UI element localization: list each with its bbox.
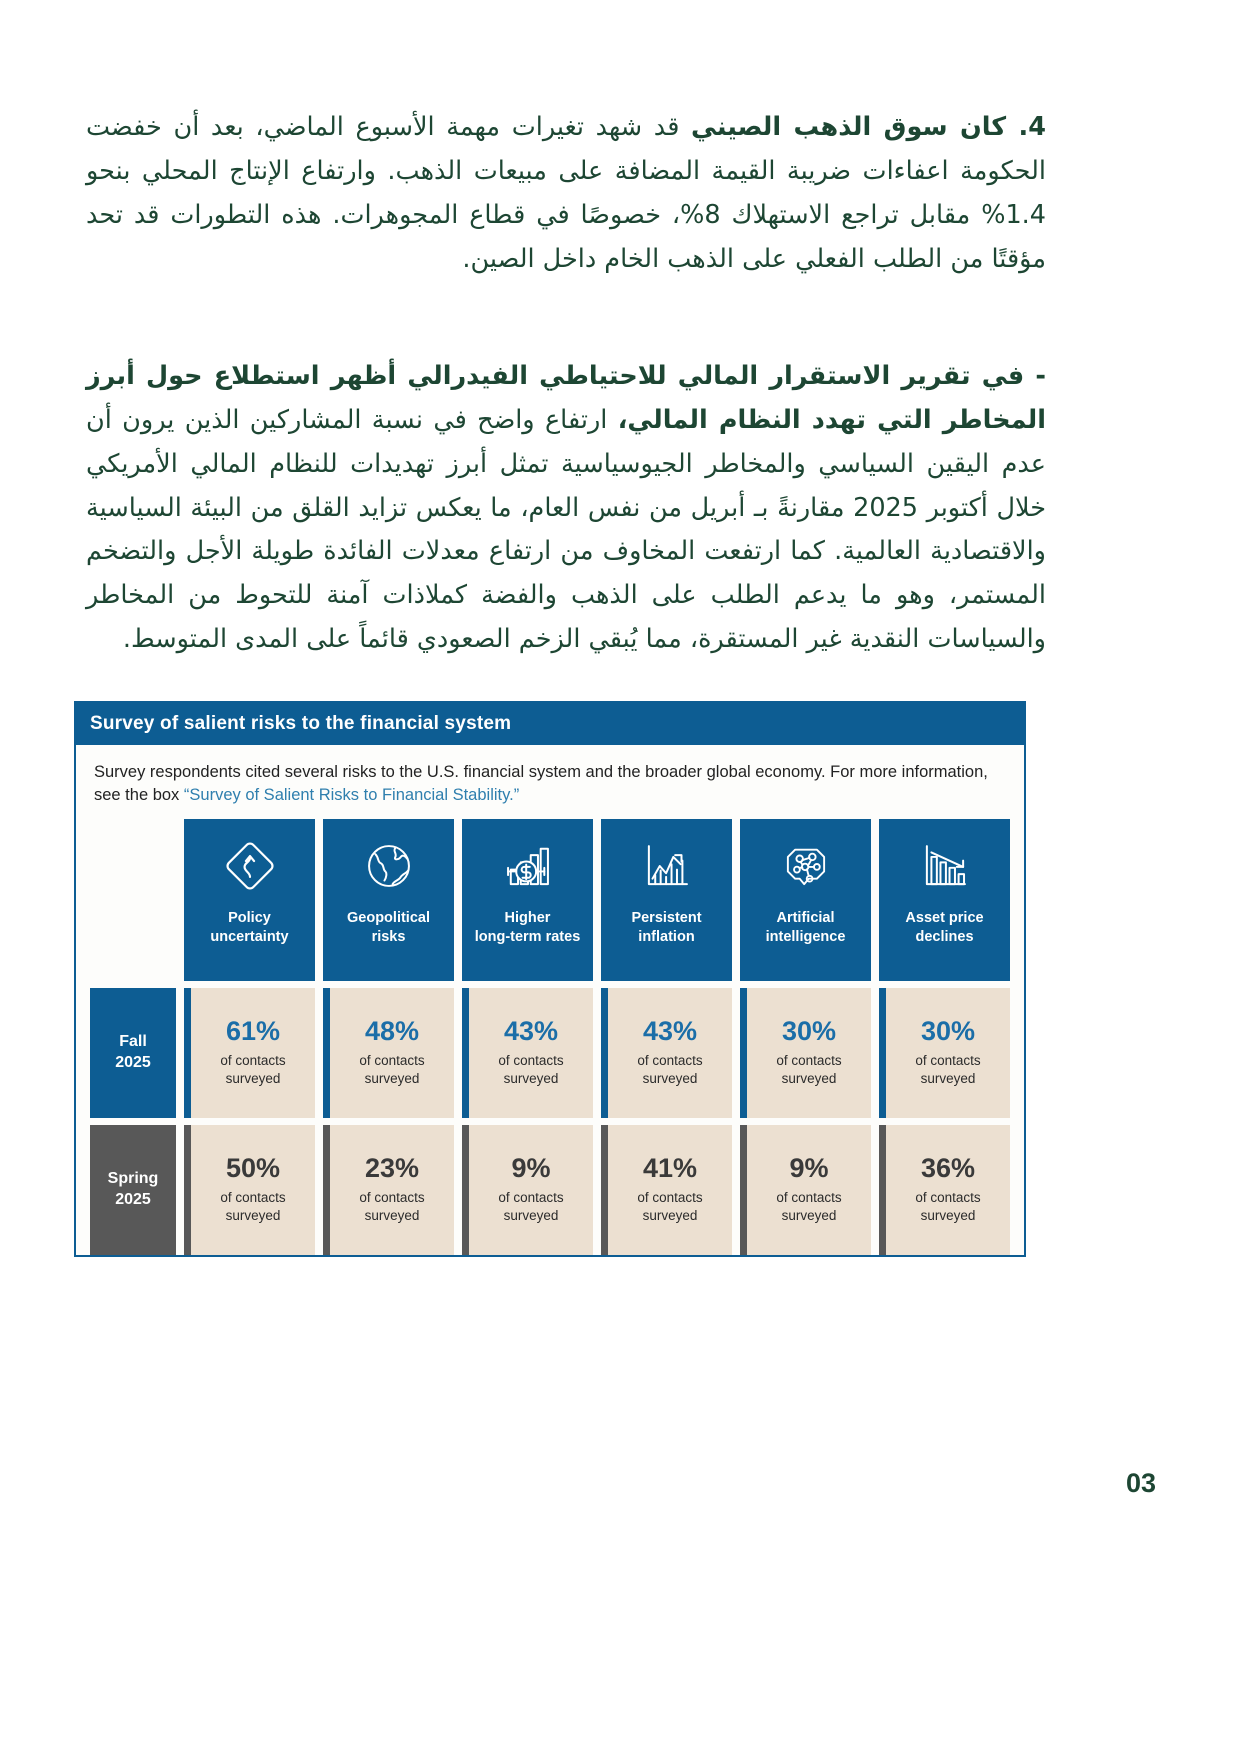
icon-label-line2: risks — [371, 928, 406, 945]
percent-value: 30% — [920, 1016, 976, 1047]
paragraph-1-body: قد شهد تغيرات مهمة الأسبوع الماضي، بعد أن خفضت الحكومة اعفاءات ضريبة القيمة المضافة على مبيعات الذهب. وارتفاع الإنتاج المحلي بنحو 1.4% مقابل تراجع الاستهلاك 8%، خصوصًا في قطاع المجوهرات. هذه التطورات قد تحد مؤقتًا من الطلب الفعلي على الذهب الخام داخل الصين. — [86, 112, 1047, 274]
percent-value: 61% — [225, 1016, 281, 1047]
percent-sublabel: of contacts surveyed — [359, 1190, 425, 1223]
percent-value: 48% — [364, 1016, 420, 1047]
paragraph-gold-market-china — [86, 106, 1046, 281]
percent-value: 43% — [503, 1016, 559, 1047]
figure-description — [76, 745, 1024, 814]
icon-label-line1: Artificial — [776, 910, 835, 926]
data-cell — [462, 1125, 593, 1255]
cell-fall-geopolitical-risks — [323, 988, 454, 1118]
table-row-fall-2025 — [90, 988, 1010, 1118]
cell-fall-artificial-intelligence — [740, 988, 871, 1118]
percent-value: 9% — [789, 1153, 829, 1184]
icon-card — [323, 819, 454, 981]
data-cell — [740, 1125, 871, 1255]
icon-label — [627, 909, 705, 947]
column-asset-price-declines — [879, 819, 1010, 981]
cell-fall-policy-uncertainty — [184, 988, 315, 1118]
row-label-line1: Spring — [107, 1170, 159, 1188]
data-cell — [740, 988, 871, 1118]
paragraph-2-body: ارتفاع واضح في نسبة المشاركين الذين يرون أن عدم اليقين السياسي والمخاطر الجيوسياسية تمثل أبرز تهديدات للنظام المالي الأمريكي خلال أكتوبر 2025 مقارنةً بـ أبريل من نفس العام، ما يعكس تزايد القلق من البيئة السياسية والاقتصادية العالمية. كما ارتفعت المخاوف من ارتفاع معدلات الفائدة طويلة الأجل والتضخم المستمر، وهو ما يدعم الطلب على الذهب والفضة كملاذات آمنة للتحوط من المخاطر والسياسات النقدية غير المستقرة، مما يُبقي الزخم الصعودي قائماً على المدى المتوسط. — [86, 404, 1046, 655]
survey-figure-panel — [74, 701, 1026, 1257]
paragraph-2-lead: - في تقرير الاستقرار المالي للاحتياطي الفيدرالي أظهر استطلاع حول أبرز المخاطر التي تهدد النظام المالي، — [86, 361, 1046, 435]
figure-description-text: Survey respondents cited several risks to the U.S. financial system and the broader global economy. For more information, see the box — [94, 763, 988, 805]
column-geopolitical-risks — [323, 819, 454, 981]
icon-label-line2: inflation — [638, 928, 695, 945]
bar-chart-dollar-icon — [497, 835, 559, 897]
neural-network-brain-icon — [775, 835, 837, 897]
data-cell — [879, 988, 1010, 1118]
winding-road-sign-icon — [219, 835, 281, 897]
row-label-line1: Fall — [119, 1033, 147, 1051]
data-cell — [462, 988, 593, 1118]
column-persistent-inflation — [601, 819, 732, 981]
percent-sublabel: of contacts surveyed — [359, 1053, 425, 1086]
globe-icon — [358, 835, 420, 897]
icon-card — [462, 819, 593, 981]
data-cell — [601, 1125, 732, 1255]
percent-value: 23% — [364, 1153, 420, 1184]
cell-spring-persistent-inflation — [601, 1125, 732, 1255]
cell-spring-policy-uncertainty — [184, 1125, 315, 1255]
percent-sublabel: of contacts surveyed — [776, 1190, 842, 1223]
icon-label-line2: declines — [915, 928, 974, 945]
figure-title: Survey of salient risks to the financial system — [90, 713, 512, 734]
percent-value: 41% — [642, 1153, 698, 1184]
row-label-line2: 2025 — [115, 1191, 151, 1208]
icon-label — [471, 909, 585, 947]
percent-value: 9% — [511, 1153, 551, 1184]
percent-sublabel: of contacts surveyed — [220, 1190, 286, 1223]
data-cell — [601, 988, 732, 1118]
icon-label — [206, 909, 292, 947]
icon-label-line1: Policy — [228, 910, 271, 926]
icon-label — [343, 909, 434, 947]
icon-label-line1: Asset price — [905, 910, 984, 926]
cell-spring-geopolitical-risks — [323, 1125, 454, 1255]
rising-line-chart-icon — [636, 835, 698, 897]
data-cell — [184, 988, 315, 1118]
data-cell — [323, 1125, 454, 1255]
percent-sublabel: of contacts surveyed — [498, 1190, 564, 1223]
column-policy-uncertainty — [184, 819, 315, 981]
cell-spring-artificial-intelligence — [740, 1125, 871, 1255]
icon-card — [740, 819, 871, 981]
cell-fall-persistent-inflation — [601, 988, 732, 1118]
icon-card — [879, 819, 1010, 981]
cell-spring-asset-price-declines — [879, 1125, 1010, 1255]
column-artificial-intelligence — [740, 819, 871, 981]
grid-corner-spacer — [90, 819, 176, 981]
data-cell — [323, 988, 454, 1118]
row-label-spring-2025 — [90, 1125, 176, 1255]
row-label-fall-2025 — [90, 988, 176, 1118]
percent-value: 50% — [225, 1153, 281, 1184]
data-cell — [879, 1125, 1010, 1255]
column-higher-long-term-rates — [462, 819, 593, 981]
percent-value: 30% — [781, 1016, 837, 1047]
cell-fall-asset-price-declines — [879, 988, 1010, 1118]
icon-card — [184, 819, 315, 981]
icon-label — [901, 909, 987, 947]
percent-sublabel: of contacts surveyed — [498, 1053, 564, 1086]
icon-label-line2: uncertainty — [210, 928, 289, 945]
cell-spring-higher-long-term-rates — [462, 1125, 593, 1255]
icon-label-line1: Persistent — [631, 910, 702, 926]
percent-sublabel: of contacts surveyed — [915, 1053, 981, 1086]
icon-label — [762, 909, 850, 947]
page-number: 03 — [1125, 1468, 1156, 1498]
percent-sublabel: of contacts surveyed — [637, 1053, 703, 1086]
grid-header-row — [90, 819, 1010, 981]
figure-box-reference-link[interactable]: “Survey of Salient Risks to Financial Stability.” — [183, 786, 520, 805]
survey-grid — [90, 819, 1010, 1241]
paragraph-1-lead: 4. كان سوق الذهب الصيني — [691, 112, 1046, 142]
cell-fall-higher-long-term-rates — [462, 988, 593, 1118]
icon-label-line1: Geopolitical — [347, 910, 430, 926]
percent-sublabel: of contacts surveyed — [220, 1053, 286, 1086]
percent-value: 43% — [642, 1016, 698, 1047]
paragraph-financial-stability-report — [86, 355, 1046, 662]
percent-sublabel: of contacts surveyed — [915, 1190, 981, 1223]
row-label-line2: 2025 — [115, 1054, 151, 1071]
icon-label-line2: intelligence — [765, 928, 846, 945]
icon-label-line2: long-term rates — [474, 928, 581, 945]
table-row-spring-2025 — [90, 1125, 1010, 1255]
figure-title-bar — [76, 703, 1024, 745]
percent-value: 36% — [920, 1153, 976, 1184]
percent-sublabel: of contacts surveyed — [776, 1053, 842, 1086]
declining-bar-chart-icon — [914, 835, 976, 897]
icon-label-line1: Higher — [504, 910, 551, 926]
icon-card — [601, 819, 732, 981]
percent-sublabel: of contacts surveyed — [637, 1190, 703, 1223]
data-cell — [184, 1125, 315, 1255]
